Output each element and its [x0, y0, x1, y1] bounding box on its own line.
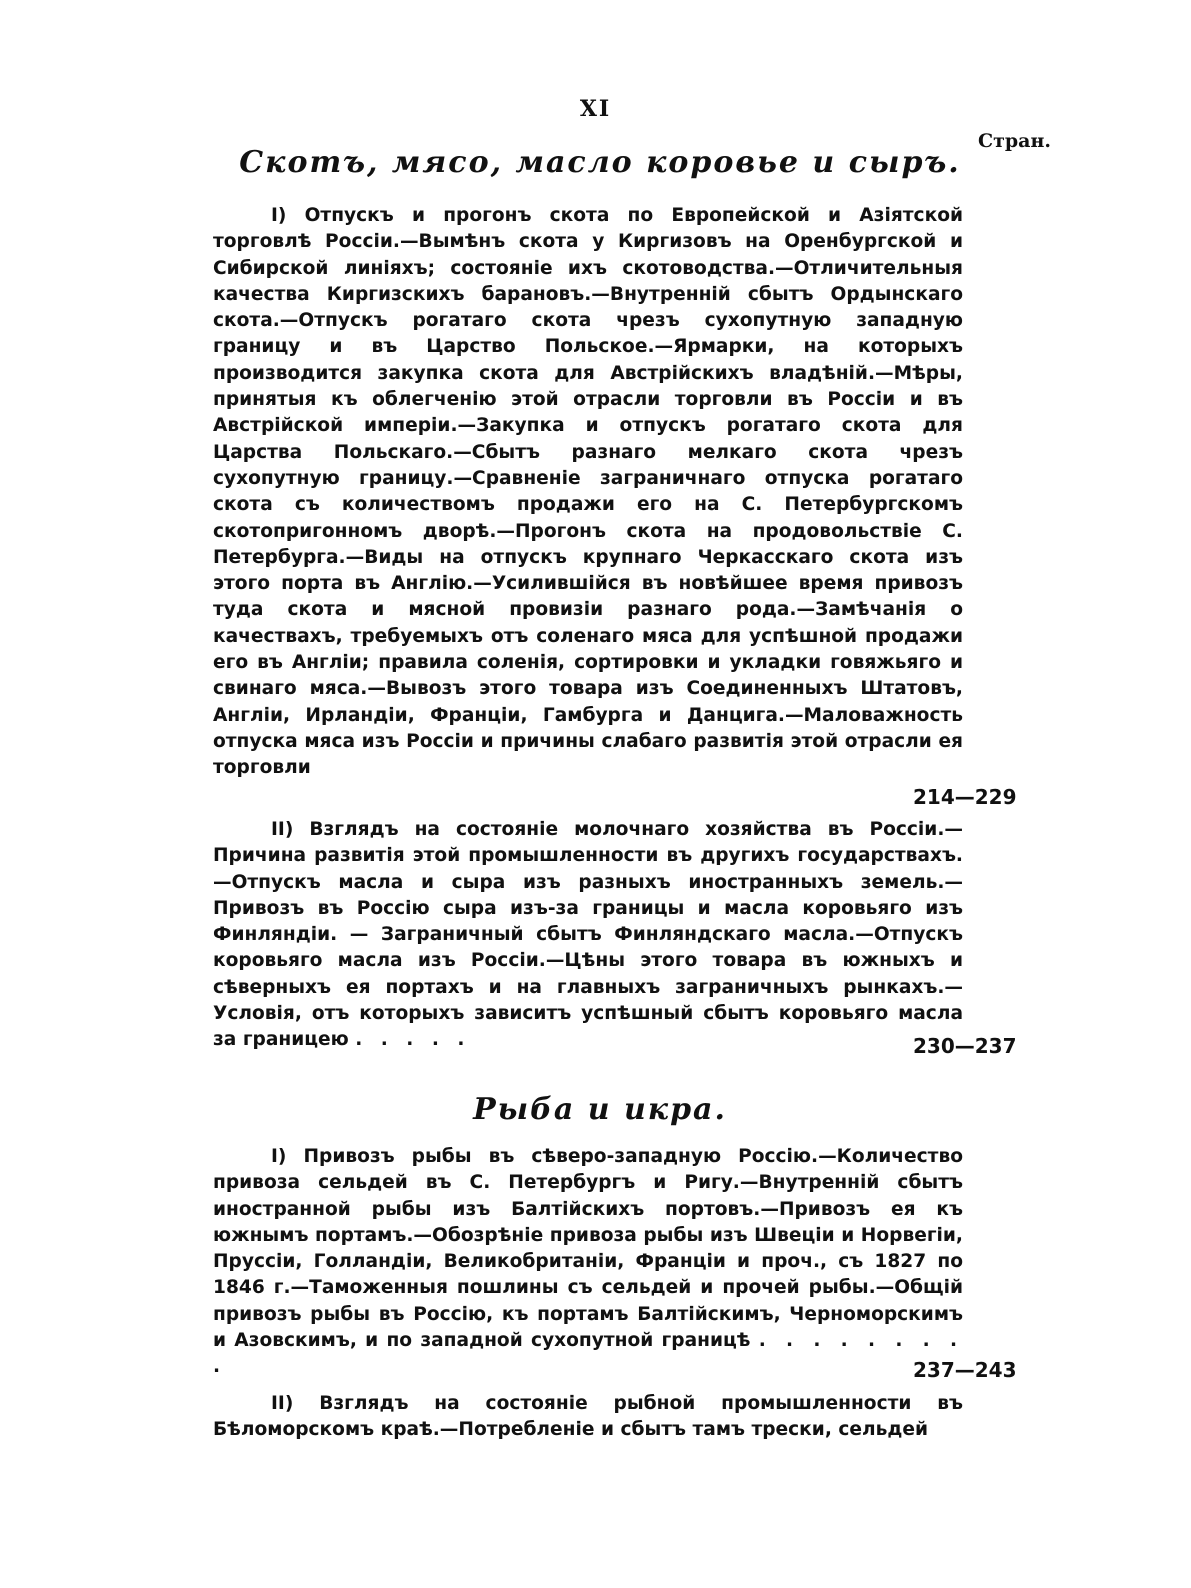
fish-paragraph-1 [213, 1144, 963, 1381]
page-column-label: Стран. [978, 130, 1052, 152]
livestock-paragraph-2-text: II) Взглядъ на состояніе молочнаго хозяйства въ Россіи.—Причина развитія этой промышленности въ другихъ государствахъ.—Отпускъ масла и сыра изъ разныхъ иностранныхъ земель.—Привозъ въ Россію сыра изъ-за границы и масла коровьяго изъ Финляндіи. — Заграничный сбытъ Финляндскаго масла.—Отпускъ коровьяго масла изъ Россіи.—Цѣны этого товара въ южныхъ и сѣверныхъ ея портахъ и на главныхъ заграничныхъ рынкахъ.—Условія, отъ которыхъ зависитъ успѣшный сбытъ коровьяго масла за границею [213, 819, 963, 1051]
fish-paragraph-1-text: I) Привозъ рыбы въ сѣверо-западную Россію.—Количество привоза сельдей въ С. Петербургъ и Ригу.—Внутренній сбытъ иностранной рыбы изъ Балтійскихъ портовъ.—Привозъ ея къ южнымъ портамъ.—Обозрѣніе привоза рыбы изъ Швеціи и Норвегіи, Пруссіи, Голландіи, Великобританіи, Франціи и проч., съ 1827 по 1846 г.—Таможенныя пошлины съ сельдей и прочей рыбы.—Общій привозъ рыбы въ Россію, къ портамъ Балтійскимъ, Черноморскимъ и Азовскимъ, и по западной сухопутной границѣ [213, 1146, 963, 1352]
fish-page-range-1: 237—243 [913, 1358, 1017, 1382]
page-number: XI [579, 96, 612, 122]
section-title-livestock: Скотъ, мясо, масло коровье и сыръ. [239, 145, 961, 180]
livestock-paragraph-2 [213, 817, 963, 1054]
leader-dots: . . . . . . . . . [213, 1330, 964, 1378]
section-title-fish: Рыба и икра. [473, 1092, 727, 1127]
fish-paragraph-2 [213, 1391, 963, 1444]
leader-dots: . . . . . [355, 1029, 471, 1051]
livestock-page-range-2: 230—237 [913, 1034, 1017, 1058]
fish-paragraph-2-text: II) Взглядъ на состояніе рыбной промышленности въ Бѣломорскомъ краѣ.—Потребленіе и сбытъ тамъ трески, сельдей [213, 1393, 963, 1441]
livestock-paragraph-1 [213, 203, 963, 782]
livestock-page-range-1: 214—229 [913, 785, 1017, 809]
livestock-paragraph-1-text: I) Отпускъ и прогонъ скота по Европейской и Азіятской торговлѣ Россіи.—Вымѣнъ скота у Киргизовъ на Оренбургской и Сибирской линіяхъ; состояніе ихъ скотоводства.—Отличительныя качества Киргизскихъ барановъ.—Внутренній сбытъ Ордынскаго скота.—Отпускъ рогатаго скота чрезъ сухопутную западную границу и въ Царство Польское.—Ярмарки, на которыхъ производится закупка скота для Австрійскихъ владѣній.—Мѣры, принятыя къ облегченію этой отрасли торговли въ Россіи и въ Австрійской имперіи.—Закупка и отпускъ рогатаго скота для Царства Польскаго.—Сбытъ разнаго мелкаго скота чрезъ сухопутную границу.—Сравненіе заграничнаго отпуска рогатаго скота съ количествомъ продажи его на С. Петербургскомъ скотопригонномъ дворѣ.—Прогонъ скота на продовольствіе С. Петербурга.—Виды на отпускъ крупнаго Черкасскаго скота изъ этого порта въ Англію.—Усилившійся въ новѣйшее время привозъ туда скота и мясной провизіи разнаго рода.—Замѣчанія о качествахъ, требуемыхъ отъ соленаго мяса для успѣшной продажи его въ Англіи; правила соленія, сортировки и укладки говяжьяго и свинаго мяса.—Вывозъ этого товара изъ Соединенныхъ Штатовъ, Англіи, Ирландіи, Франціи, Гамбурга и Данцига.—Маловажность отпуска мяса изъ Россіи и причины слабаго развитія этой отрасли ея торговли [213, 205, 963, 779]
